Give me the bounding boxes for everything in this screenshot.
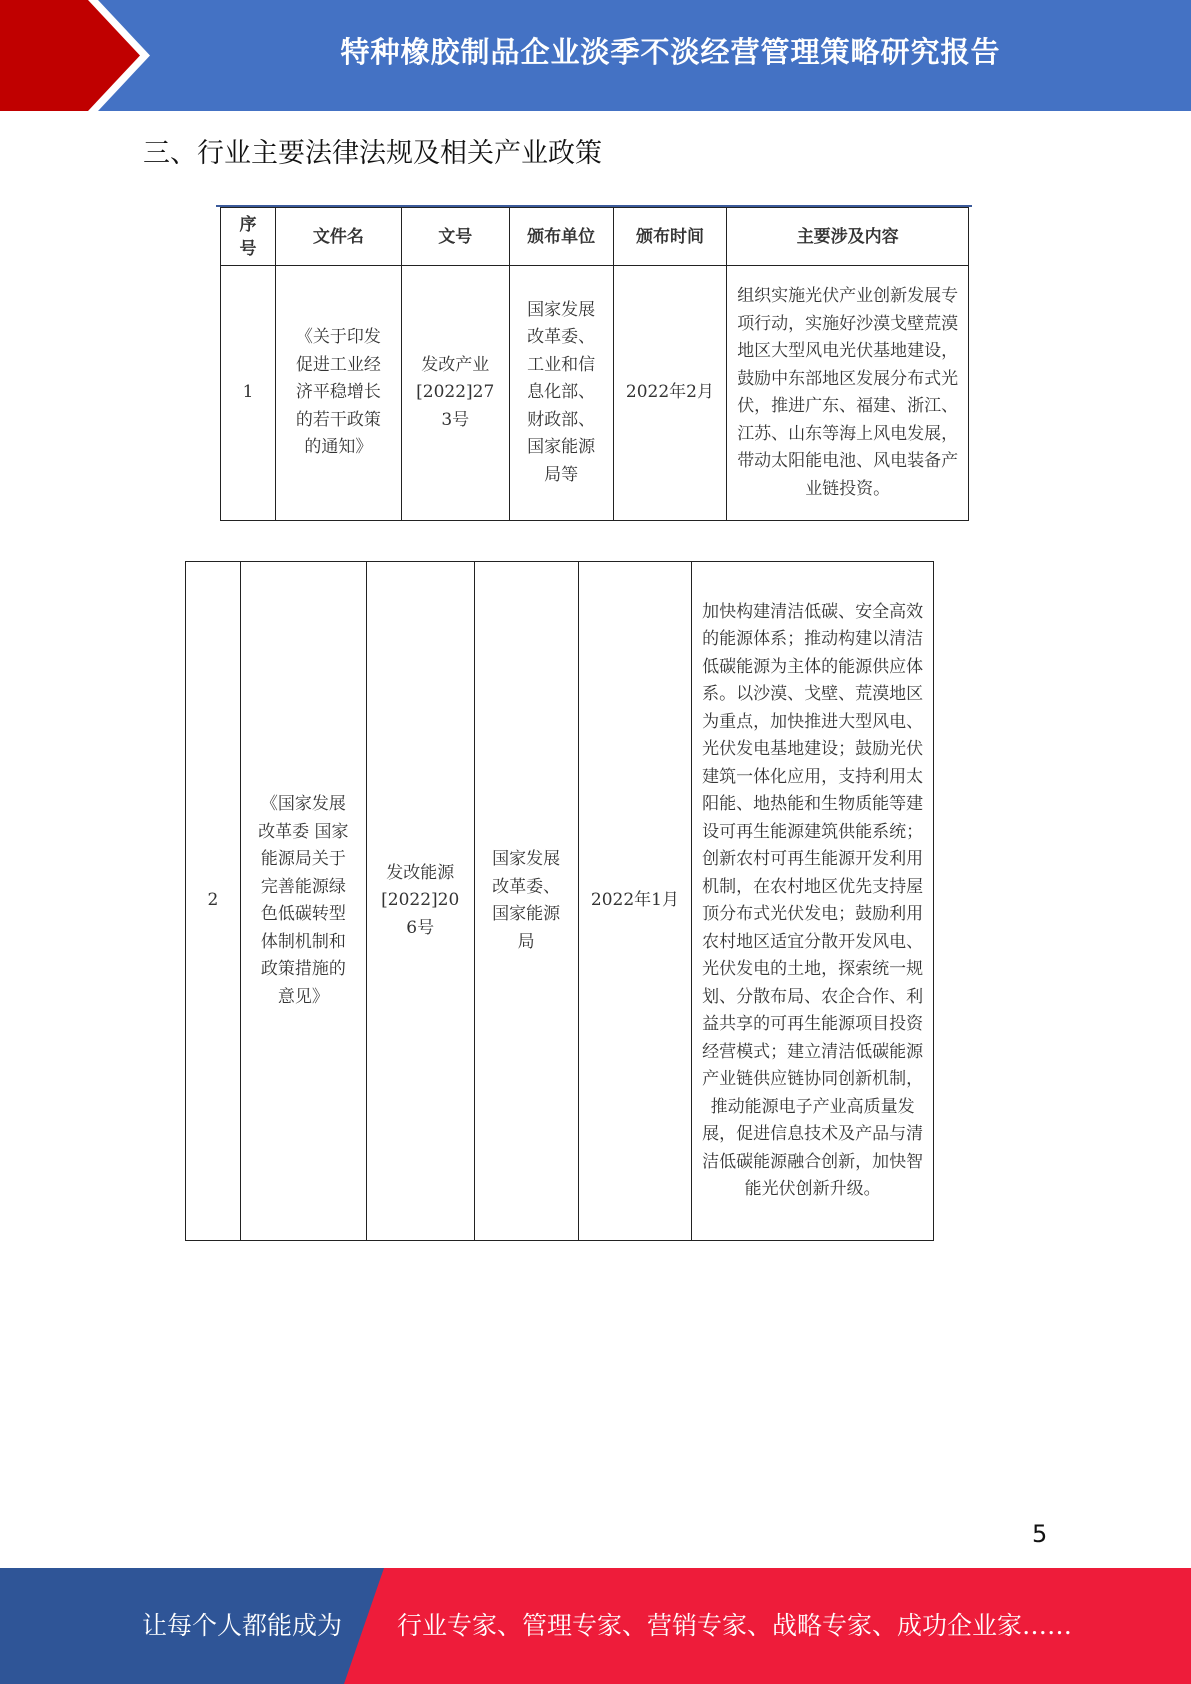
- page-number: 5: [1032, 1520, 1048, 1548]
- report-title: 特种橡胶制品企业淡季不淡经营管理策略研究报告: [340, 34, 1001, 69]
- table-row: [186, 562, 934, 1241]
- policy-table-part-1: [220, 207, 969, 521]
- cell-no: 1: [221, 266, 276, 521]
- cell-doc-no: 发改能源[2022]206号: [366, 562, 474, 1241]
- footer-slogan-right: 行业专家、管理专家、营销专家、战略专家、成功企业家……: [397, 1611, 1073, 1640]
- cell-issuer: 国家发展改革委、国家能源局: [474, 562, 578, 1241]
- policy-table-part-2: [185, 561, 934, 1241]
- page-footer: [0, 1568, 1191, 1684]
- footer-slogan-left: 让每个人都能成为: [142, 1611, 343, 1640]
- cell-content: 加快构建清洁低碳、安全高效的能源体系；推动构建以清洁低碳能源为主体的能源供应体系。以沙漠、戈壁、荒漠地区为重点，加快推进大型风电、光伏发电基地建设；鼓励光伏建筑一体化应用，支持利用太阳能、地热能和生物质能等建设可再生能源建筑供能系统；创新农村可再生能源开发利用机制，在农村地区优先支持屋顶分布式光伏发电；鼓励利用农村地区适宜分散开发风电、光伏发电的土地，探索统一规划、分散布局、农企合作、利益共享的可再生能源项目投资经营模式；建立清洁低碳能源产业链供应链协同创新机制，推动能源电子产业高质量发展，促进信息技术及产品与清洁低碳能源融合创新，加快智能光伏创新升级。: [692, 562, 934, 1241]
- table-row: [221, 266, 969, 521]
- page-header: [0, 0, 1191, 111]
- cell-no: 2: [186, 562, 241, 1241]
- red-chevron-icon: [0, 0, 160, 111]
- column-header: 文号: [401, 208, 509, 266]
- cell-doc-no: 发改产业[2022]273号: [401, 266, 509, 521]
- section-heading: 三、行业主要法律法规及相关产业政策: [143, 138, 602, 169]
- cell-date: 2022年1月: [578, 562, 692, 1241]
- cell-name: 《关于印发促进工业经济平稳增长的若干政策的通知》: [275, 266, 401, 521]
- cell-name: 《国家发展改革委 国家能源局关于完善能源绿色低碳转型体制机制和政策措施的意见》: [240, 562, 366, 1241]
- cell-issuer: 国家发展改革委、工业和信息化部、财政部、国家能源局等: [509, 266, 613, 521]
- column-header: 颁布单位: [509, 208, 613, 266]
- cell-content: 组织实施光伏产业创新发展专项行动，实施好沙漠戈壁荒漠地区大型风电光伏基地建设，鼓励中东部地区发展分布式光伏，推进广东、福建、浙江、江苏、山东等海上风电发展，带动太阳能电池、风电装备产业链投资。: [727, 266, 969, 521]
- cell-date: 2022年2月: [613, 266, 727, 521]
- column-header: 颁布时间: [613, 208, 727, 266]
- column-header: 文件名: [275, 208, 401, 266]
- column-header: 序号: [221, 208, 276, 266]
- column-header: 主要涉及内容: [727, 208, 969, 266]
- table-header-row: [221, 208, 969, 266]
